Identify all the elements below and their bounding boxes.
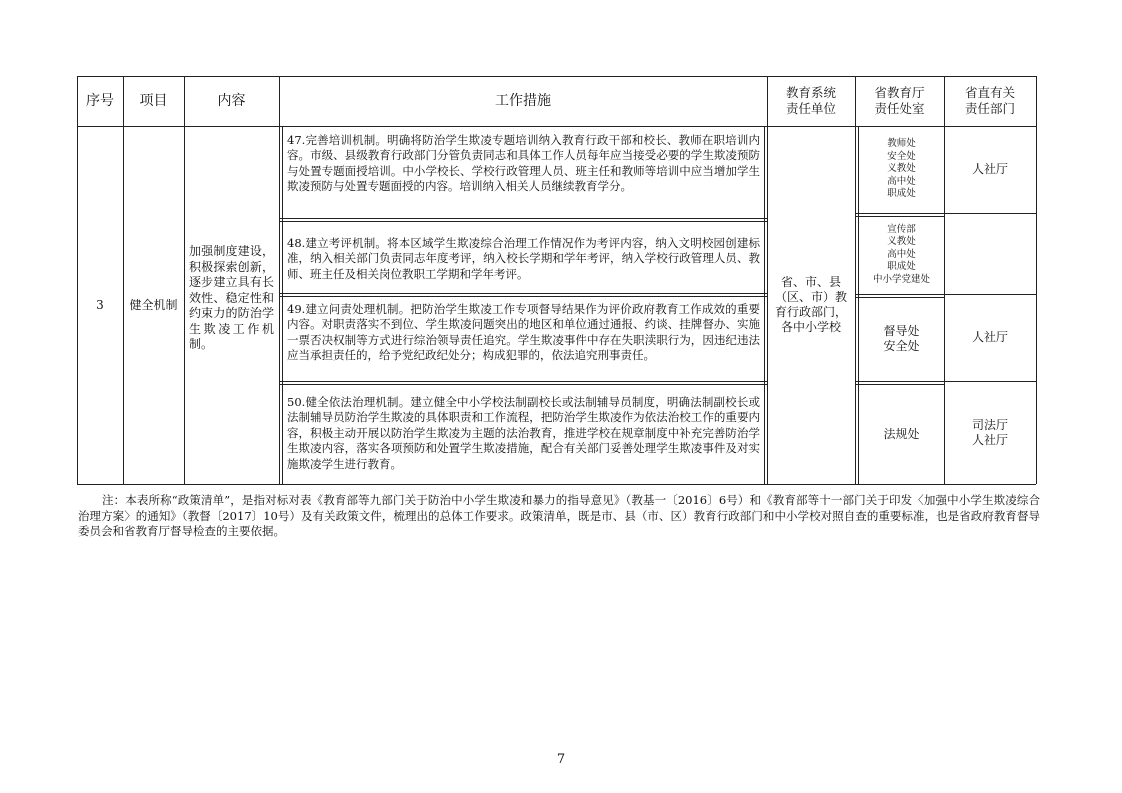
- row-item: 健全机制: [129, 297, 178, 312]
- office-item: 高中处: [887, 248, 916, 260]
- office-item: 中小学党建处: [872, 273, 930, 285]
- header-prov-office-line1: 省教育厅: [874, 85, 925, 100]
- measure-47: 47.完善培训机制。明确将防治学生欺凌专题培训纳入教育行政干部和校长、教师在职培训内容。市级、县级教育行政部门分管负责同志和具体工作人员每年应当接受必要的学生欺凌预防与处置专题面授培训。中小学校长、学校行政管理人员、班主任和教师等培训中应当增加学生欺凌预防与处置专题面授的内容。培训纳入相关人员继续教育学分。: [287, 133, 760, 194]
- office-item: 职成处: [887, 188, 916, 200]
- office-item: 义教处: [887, 163, 916, 175]
- row-edu-unit: 省、市、县（区、市）教育行政部门，各中小学校: [774, 275, 847, 334]
- header-edu-unit-line1: 教育系统: [785, 85, 836, 100]
- page-number: 7: [556, 752, 566, 767]
- offices-50: [859, 384, 944, 484]
- header-prov-dept-line1: 省直有关: [964, 85, 1015, 100]
- header-prov-dept-line2: 责任部门: [964, 101, 1015, 116]
- office-item: 义教处: [887, 236, 916, 248]
- depts-49: [944, 294, 1036, 381]
- office-item: 宣传部: [887, 223, 916, 235]
- header-item: 项目: [139, 93, 168, 109]
- dept-item: 司法厅: [971, 417, 1008, 432]
- header-seq: 序号: [86, 93, 114, 109]
- measure-50: 50.健全依法治理机制。建立健全中小学校法制副校长或法制辅导员制度，明确法制副校长或法制辅导员防治学生欺凌的具体职责和工作流程，把防治学生欺凌作为依法治校工作的重要内容，积极主动开展以防治学生欺凌为主题的法治教育，推进学校在规章制度中补充完善防治学生欺凌内容，落实各项预防和处置学生欺凌措施，配合有关部门妥善处理学生欺凌事件及对实施欺凌学生进行教育。: [287, 395, 760, 471]
- measure-49: 49.建立问责处理机制。把防治学生欺凌工作专项督导结果作为评价政府教育工作成效的重要内容。对职责落实不到位、学生欺凌问题突出的地区和单位通过通报、约谈、挂牌督办、实施一票否决权制等方式进行综治领导责任追究。学生欺凌事件中存在失职渎职行为，因违纪违法应当承担责任的，给予党纪政纪处分；构成犯罪的，依法追究刑事责任。: [287, 302, 760, 363]
- header-prov-office-line2: 责任处室: [874, 101, 925, 116]
- header-edu-unit: [767, 76, 855, 126]
- office-item: 安全处: [887, 150, 916, 162]
- depts-50: [944, 381, 1036, 484]
- office-item: 安全处: [883, 339, 920, 353]
- table-note: 注：本表所称“政策清单”，是指对标对表《教育部等九部门关于防治中小学生欺凌和暴力的指导意见》（教基一〔2016〕6号）和《教育部等十一部门关于印发〈加强中小学生欺凌综合治理方案〉的通知》（教督〔2017〕10号）及有关政策文件，梳理出的总体工作要求。政策清单，既是市、县（市、区）教育行政部门和中小学校对照自查的重要标准，也是省政府教育督导委员会和省教育厅督导检查的主要依据。: [78, 493, 1040, 538]
- offices-48: [859, 216, 944, 294]
- dept-item: 人社厅: [971, 432, 1008, 447]
- office-item: 教师处: [887, 138, 916, 150]
- office-item: 高中处: [887, 175, 916, 187]
- dept-item: 人社厅: [971, 330, 1008, 344]
- header-measures: 工作措施: [495, 93, 551, 109]
- offices-49: [859, 297, 944, 381]
- offices-47: [859, 126, 944, 213]
- header-prov-office: [855, 76, 944, 126]
- header-prov-dept: [944, 76, 1036, 126]
- office-item: 法规处: [883, 426, 920, 441]
- header-content: 内容: [217, 93, 246, 109]
- dept-item: 人社厅: [971, 162, 1008, 176]
- row-seq: 3: [96, 297, 104, 312]
- row-content: 加强制度建设，积极探索创新，逐步建立具有长效性、稳定性和约束力的防治学生欺凌工作机制。: [189, 244, 274, 351]
- office-item: 职成处: [887, 261, 916, 273]
- measure-48: 48.建立考评机制。将本区域学生欺凌综合治理工作情况作为考评内容，纳入文明校园创建标准，纳入相关部门负责同志年度考评，纳入校长学期和学年考评，纳入学校行政管理人员、教师、班主任及相关岗位教职工学期和学年考评。: [287, 236, 760, 281]
- header-edu-unit-line2: 责任单位: [785, 101, 836, 116]
- office-item: 督导处: [883, 324, 920, 338]
- depts-47: [944, 126, 1036, 213]
